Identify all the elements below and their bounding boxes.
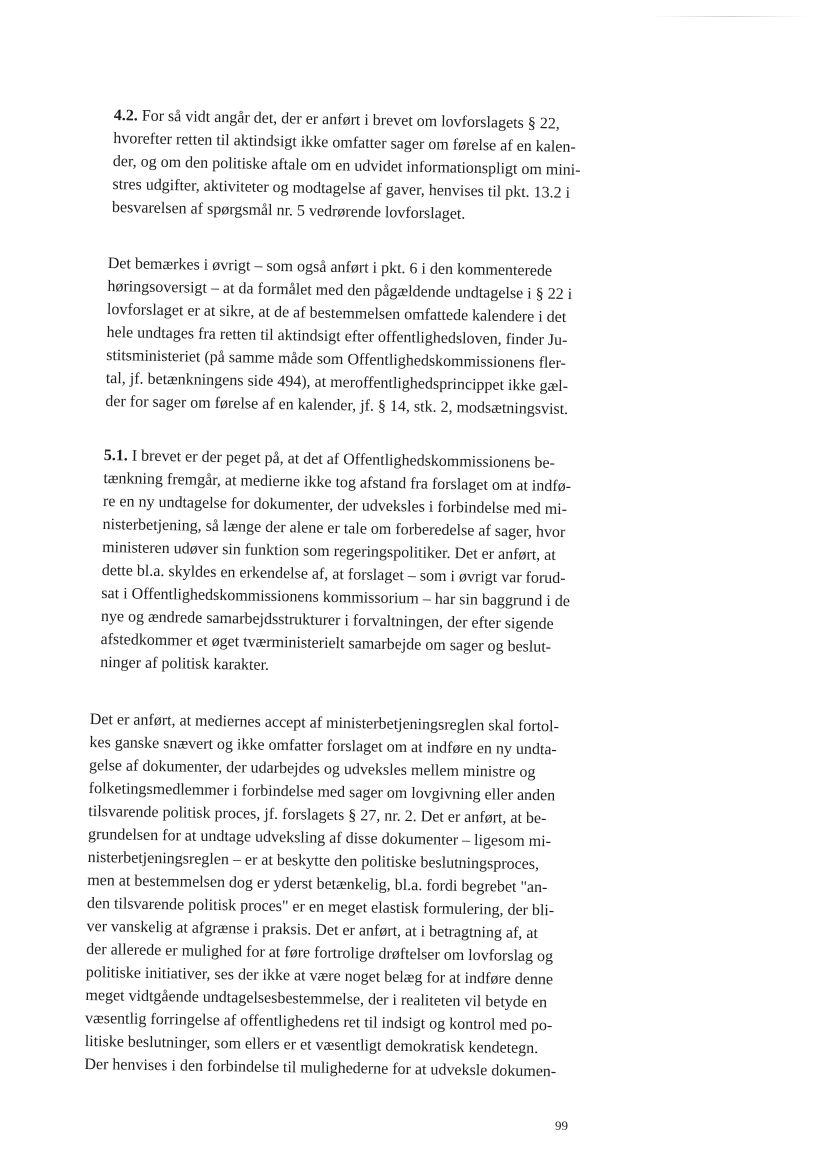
text-line: nye og ændrede samarbejdsstrukturer i forvaltningen, der efter sigende [100,607,554,633]
text-line: gelse af dokumenter, der udarbejdes og udveksles mellem ministre og [88,756,536,782]
text-line: der allerede er mulighed for at føre fortrolige drøftelser om lovforslag og [86,940,554,966]
text-line: nisterbetjeningsreglen – er at beskytte den politiske beslutningsproces, [87,848,540,874]
text-line: sat i Offentlighedskommissionens kommissorium – har sin baggrund i de [101,584,571,611]
text-line: tilsvarende politisk proces, jf. forslagets § 27, nr. 2. Det er anført, at be- [88,802,547,828]
text-line: folketingsmedlemmer i forbindelse med sager om lovgivning eller anden [88,779,556,805]
paragraph-media-acceptance [84,708,590,1084]
text-line: grundelsen for at undtage udveksling af disse dokumenter – ligesom mi- [87,825,552,851]
text-line: stitsministeriet (på samme måde som Offentlighedskommissionens fler- [106,346,567,373]
text-line: litiske beslutninger, som ellers er et væsentligt demokratisk kendetegn. [84,1032,539,1058]
section-number: 5.1. [103,446,128,465]
text-line: ninger af politisk karakter. [100,653,270,674]
text-line: dette bl.a. skyldes en erkendelse af, at forslaget – som i øvrigt var forud- [101,561,566,588]
text-line: der, og om den politiske aftale om en udvidet informationspligt om mini- [112,152,581,179]
text-line: stres udgifter, aktiviteter og modtagelse af gaver, henvises til pkt. 13.2 i [112,175,571,202]
paragraph-remark [105,252,600,422]
paragraph-5-1 [100,444,596,683]
text-line: kes ganske snævert og ikke omfatter forslaget om at indføre en ny undta- [89,733,557,759]
text-line: politiske initiativer, ses der ikke at være noget belæg for at indføre denne [85,963,554,989]
text-line: Der henvises i den forbindelse til mulighederne for at udveksle dokumen- [84,1055,557,1081]
text-line: re en ny undtagelse for dokumenter, der udveksles i forbindelse med mi- [102,492,568,519]
text-line: nisterbetjening, så længe der alene er tale om forberedelse af sager, hvor [102,515,566,542]
text-line: hvorefter retten til aktindsigt ikke omfatter sager om førelse af en kalen- [113,129,576,156]
text-line: tal, jf. betænkningens side 494), at meroffentlighedsprincippet ikke gæl- [105,369,569,396]
text-line: besvarelsen af spørgsmål nr. 5 vedrørende lovforslaget. [111,198,466,223]
text-line: lovforslaget er at sikre, at de af bestemmelsen omfattede kalendere i det [106,300,567,327]
first-line-text: I brevet er der peget på, at det af Offentlighedskommissionens be- [127,447,556,472]
paragraph-4-2 [112,104,604,228]
text-line: meget vidtgående undtagelsesbestemmelse, der i realiteten vil betyde en [85,986,548,1012]
scan-artifact-line [650,16,810,17]
text-line: den tilsvarende politisk proces" er en meget elastisk formulering, der bli- [86,894,555,920]
text-line: der for sager om førelse af en kalender, jf. § 14, stk. 2, modsætningsvist. [105,392,569,419]
text-line: men at bestemmelsen dog er yderst betænkelig, bl.a. fordi begrebet "an- [87,871,548,897]
text-line: tænkning fremgår, at medierne ikke tog afstand fra forslaget om at indfø- [103,469,572,496]
page-number: 99 [555,1118,568,1133]
text-line: ministeren udøver sin funktion som regeringspolitiker. Det er anført, at [102,538,556,564]
text-line: Det er anført, at mediernes accept af ministerbetjeningsreglen skal fortol- [89,710,560,736]
text-line: afstedkommer et øget tværministerielt samarbejde om sager og beslut- [100,630,552,656]
text-line: høringsoversigt – at da formålet med den pågældende undtagelse i § 22 i [107,277,573,304]
text-line: ver vanskelig at afgrænse i praksis. Det er anført, at i betragtning af, at [86,917,539,943]
document-page [0,104,828,1144]
section-number: 4.2. [113,106,138,125]
text-line: hele undtages fra retten til aktindsigt efter offentlighedsloven, finder Ju- [106,323,568,350]
first-line-text: For så vidt angår det, der er anført i brevet om lovforslagets § 22, [137,107,560,133]
text-line: Det bemærkes i øvrigt – som også anført i pkt. 6 i den kommenterede [107,254,553,280]
text-line: væsentlig forringelse af offentlighedens ret til indsigt og kontrol med po- [84,1009,553,1035]
